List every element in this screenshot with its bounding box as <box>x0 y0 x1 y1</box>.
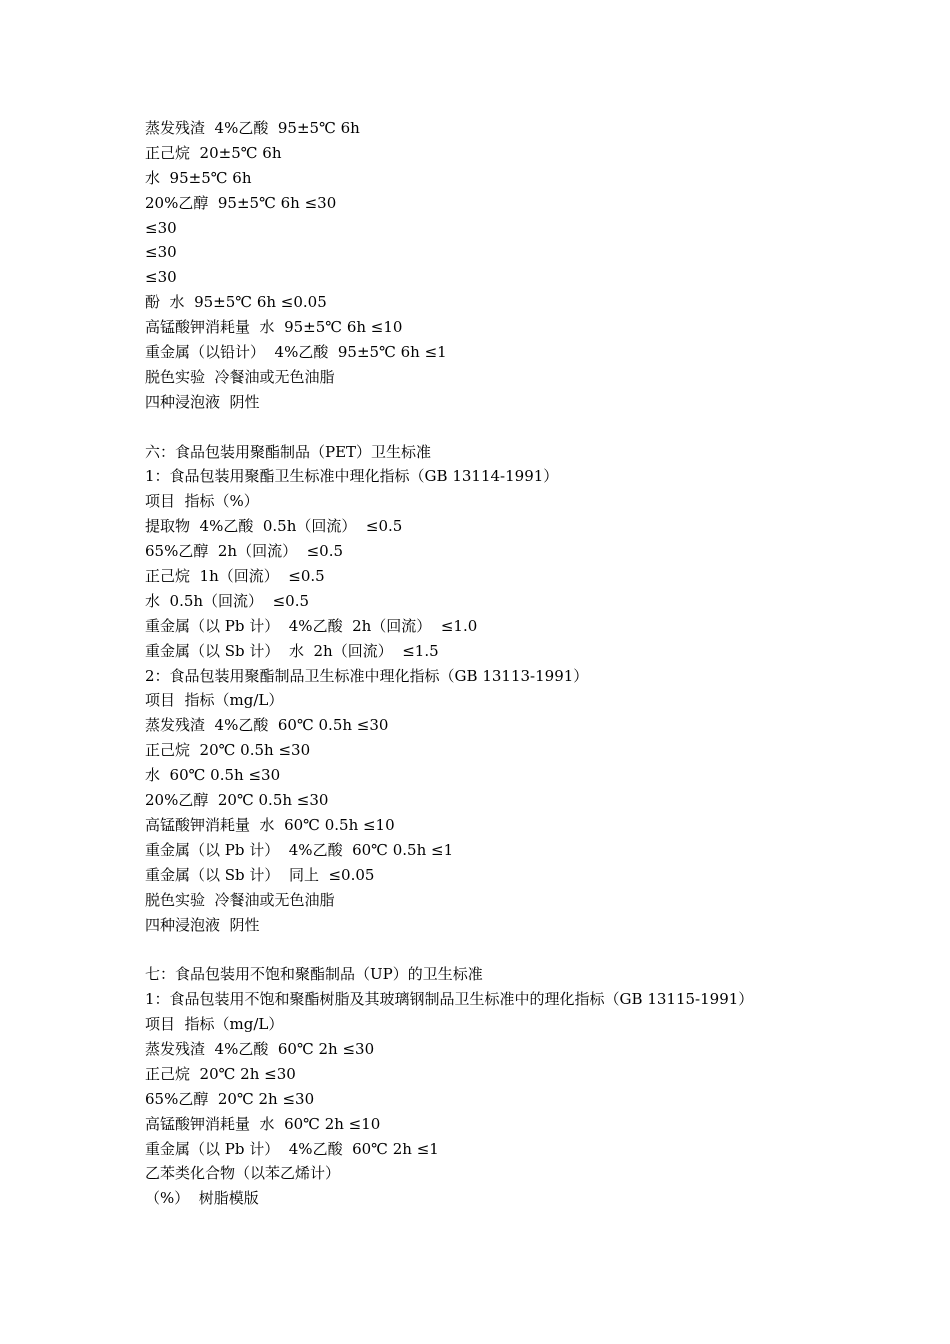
text-line: 七：食品包装用不饱和聚酯制品（UP）的卫生标准 <box>145 965 483 984</box>
text-line: 四种浸泡液 阴性 <box>145 915 260 934</box>
text-line: 蒸发残渣 4%乙酸 60℃ 2h ≤30 <box>145 1039 375 1058</box>
document-body <box>145 116 925 1211</box>
text-line: 重金属（以 Pb 计） 4%乙酸 60℃ 0.5h ≤1 <box>145 840 454 859</box>
text-line: 20%乙醇 20℃ 0.5h ≤30 <box>145 791 329 810</box>
text-line: 65%乙醇 2h（回流） ≤0.5 <box>145 542 344 561</box>
text-line: 脱色实验 冷餐油或无色油脂 <box>145 367 335 386</box>
text-line: 项目 指标（mg/L） <box>145 691 284 710</box>
text-line: 酚 水 95±5℃ 6h ≤0.05 <box>145 293 327 312</box>
text-line: 2：食品包装用聚酯制品卫生标准中理化指标（GB 13113-1991） <box>145 666 589 685</box>
text-line: 正己烷 1h（回流） ≤0.5 <box>145 567 325 586</box>
text-line: 正己烷 20℃ 0.5h ≤30 <box>145 741 311 760</box>
text-line: （%） 树脂模版 <box>145 1189 259 1208</box>
text-line: 正己烷 20±5℃ 6h <box>145 143 282 162</box>
text-line: 六：食品包装用聚酯制品（PET）卫生标准 <box>145 442 432 461</box>
text-line: 重金属（以 Sb 计） 同上 ≤0.05 <box>145 865 375 884</box>
text-line: 项目 指标（mg/L） <box>145 1015 284 1034</box>
text-line: 20%乙醇 95±5℃ 6h ≤30 <box>145 193 337 212</box>
text-line: ≤30 <box>145 243 177 262</box>
text-line: 1：食品包装用聚酯卫生标准中理化指标（GB 13114-1991） <box>145 467 559 486</box>
text-line: 蒸发残渣 4%乙酸 95±5℃ 6h <box>145 119 360 137</box>
text-line: 乙苯类化合物（以苯乙烯计） <box>145 1164 341 1183</box>
text-line: 水 95±5℃ 6h <box>145 168 252 187</box>
text-line: 水 0.5h（回流） ≤0.5 <box>145 591 310 610</box>
blank-line <box>145 937 925 962</box>
text-line: 蒸发残渣 4%乙酸 60℃ 0.5h ≤30 <box>145 716 389 735</box>
text-line: 重金属（以 Pb 计） 4%乙酸 2h（回流） ≤1.0 <box>145 616 478 635</box>
text-line: 四种浸泡液 阴性 <box>145 392 260 411</box>
text-line: 项目 指标（%） <box>145 492 259 511</box>
text-line: 高锰酸钾消耗量 水 60℃ 2h ≤10 <box>145 1114 381 1133</box>
text-line: 1：食品包装用不饱和聚酯树脂及其玻璃钢制品卫生标准中的理化指标（GB 13115-1991） <box>145 990 754 1009</box>
text-line: 重金属（以铅计） 4%乙酸 95±5℃ 6h ≤1 <box>145 343 447 362</box>
text-line: 重金属（以 Sb 计） 水 2h（回流） ≤1.5 <box>145 641 439 660</box>
text-line: 正己烷 20℃ 2h ≤30 <box>145 1064 296 1083</box>
text-line: 提取物 4%乙酸 0.5h（回流） ≤0.5 <box>145 517 403 536</box>
text-line: 水 60℃ 0.5h ≤30 <box>145 766 281 785</box>
text-line: 65%乙醇 20℃ 2h ≤30 <box>145 1089 315 1108</box>
text-line: 高锰酸钾消耗量 水 95±5℃ 6h ≤10 <box>145 318 403 337</box>
text-line: 脱色实验 冷餐油或无色油脂 <box>145 890 335 909</box>
text-line: ≤30 <box>145 268 177 287</box>
blank-line <box>145 415 925 440</box>
text-line: 高锰酸钾消耗量 水 60℃ 0.5h ≤10 <box>145 815 395 834</box>
text-line: 重金属（以 Pb 计） 4%乙酸 60℃ 2h ≤1 <box>145 1139 439 1158</box>
text-line: ≤30 <box>145 218 177 237</box>
